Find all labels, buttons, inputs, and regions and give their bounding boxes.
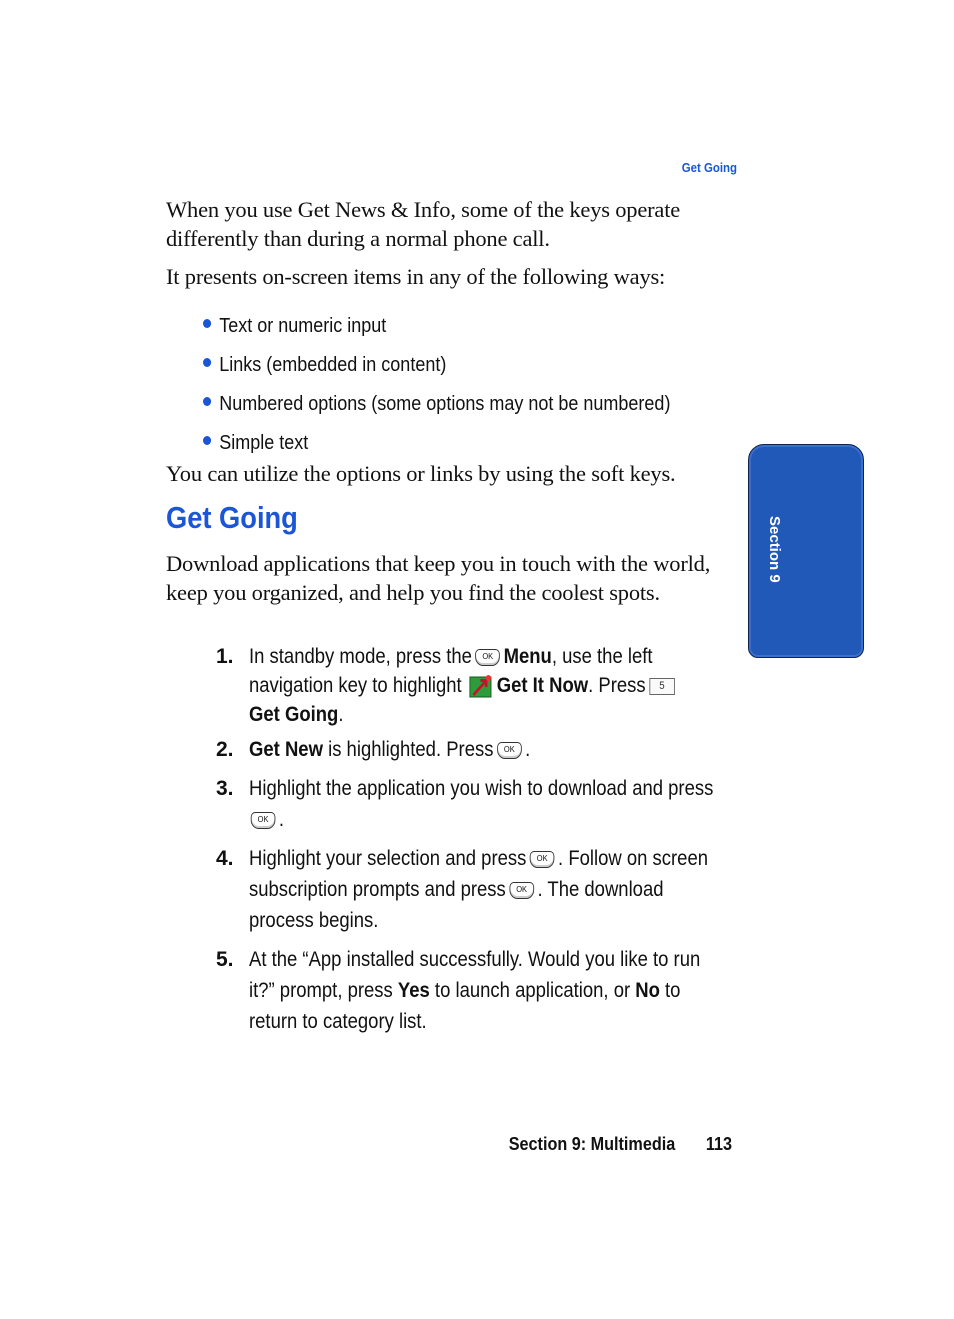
step-text-part: . Follow on screen bbox=[558, 847, 709, 870]
step-text-part: . Press bbox=[588, 674, 646, 697]
step-text-part: subscription prompts and press bbox=[249, 878, 506, 901]
step-text-part: is highlighted. Press bbox=[322, 738, 494, 761]
display-ways-list bbox=[203, 306, 722, 462]
step-number: 1. bbox=[216, 645, 234, 668]
step-text-part: return to category list. bbox=[249, 1010, 427, 1033]
bullet-icon bbox=[203, 319, 211, 328]
step-text-part: navigation key to highlight bbox=[249, 674, 462, 697]
ok-key-icon: OK bbox=[251, 812, 276, 829]
step-text-part: . bbox=[338, 703, 344, 726]
soft-keys-paragraph: You can utilize the options or links by using the soft keys. bbox=[166, 461, 676, 486]
list-item-text: Links (embedded in content) bbox=[219, 353, 447, 376]
key-5-icon: 5 bbox=[649, 678, 675, 695]
ok-key-icon: OK bbox=[497, 742, 522, 759]
step-text-part: it?” prompt, press bbox=[249, 979, 393, 1002]
step-text-part: process begins. bbox=[249, 909, 379, 932]
step-number: 5. bbox=[216, 948, 234, 971]
list-item-text: Text or numeric input bbox=[219, 314, 387, 337]
list-item bbox=[203, 345, 670, 384]
list-item bbox=[203, 306, 670, 345]
step-text-part: , use the left bbox=[551, 645, 653, 668]
ok-key-icon: OK bbox=[475, 649, 500, 666]
intro-list-lead: It presents on-screen items in any of the following ways: bbox=[166, 264, 666, 289]
section-heading: Get Going bbox=[166, 500, 298, 535]
step-text bbox=[249, 847, 707, 940]
get-going-label: Get Going bbox=[249, 703, 339, 726]
step-text-part: to bbox=[659, 979, 681, 1002]
yes-label: Yes bbox=[397, 979, 430, 1002]
bullet-icon bbox=[203, 358, 211, 367]
running-header: Get Going bbox=[681, 160, 737, 175]
step-text-part: . bbox=[525, 738, 531, 761]
bullet-icon bbox=[203, 397, 211, 406]
footer-section: Section 9: Multimedia bbox=[508, 1134, 676, 1154]
page-number: 113 bbox=[705, 1134, 732, 1154]
section-paragraph: Download applications that keep you in touch with the world, keep you organized, and help you find the coolest spots. bbox=[166, 551, 711, 605]
step-text bbox=[249, 777, 714, 839]
list-item-text: Numbered options (some options may not be numbered) bbox=[219, 392, 671, 415]
bullet-icon bbox=[203, 436, 211, 445]
step-text-part: to launch application, or bbox=[429, 979, 631, 1002]
list-item-text: Simple text bbox=[219, 431, 309, 454]
step-text-part: . bbox=[278, 808, 285, 831]
page-footer bbox=[451, 1134, 732, 1155]
intro-paragraph: When you use Get News & Info, some of the keys operate differently than during a normal phone call. bbox=[166, 197, 681, 251]
list-item bbox=[203, 384, 670, 423]
menu-label: Menu bbox=[503, 645, 552, 668]
get-new-label: Get New bbox=[249, 738, 323, 761]
step-number: 2. bbox=[216, 738, 234, 761]
list-item bbox=[203, 423, 670, 462]
step-text bbox=[249, 948, 707, 1041]
step-text bbox=[249, 645, 707, 732]
step-number: 4. bbox=[216, 847, 234, 870]
ok-key-icon: OK bbox=[530, 851, 555, 868]
step-text-part: In standby mode, press the bbox=[249, 645, 472, 668]
get-it-now-icon bbox=[469, 674, 493, 698]
ok-key-icon: OK bbox=[509, 882, 534, 899]
no-label: No bbox=[635, 979, 660, 1002]
step-text bbox=[249, 738, 707, 762]
step-text-part: At the “App installed successfully. Would you like to run bbox=[249, 948, 701, 971]
step-text-part: Highlight your selection and press bbox=[249, 847, 527, 870]
step-text-part: . The download bbox=[537, 878, 664, 901]
get-it-now-label: Get It Now bbox=[496, 674, 589, 697]
section-tab-label: Section 9 bbox=[766, 516, 783, 583]
step-text-part: Highlight the application you wish to download and press bbox=[249, 777, 714, 800]
step-number: 3. bbox=[216, 777, 234, 800]
